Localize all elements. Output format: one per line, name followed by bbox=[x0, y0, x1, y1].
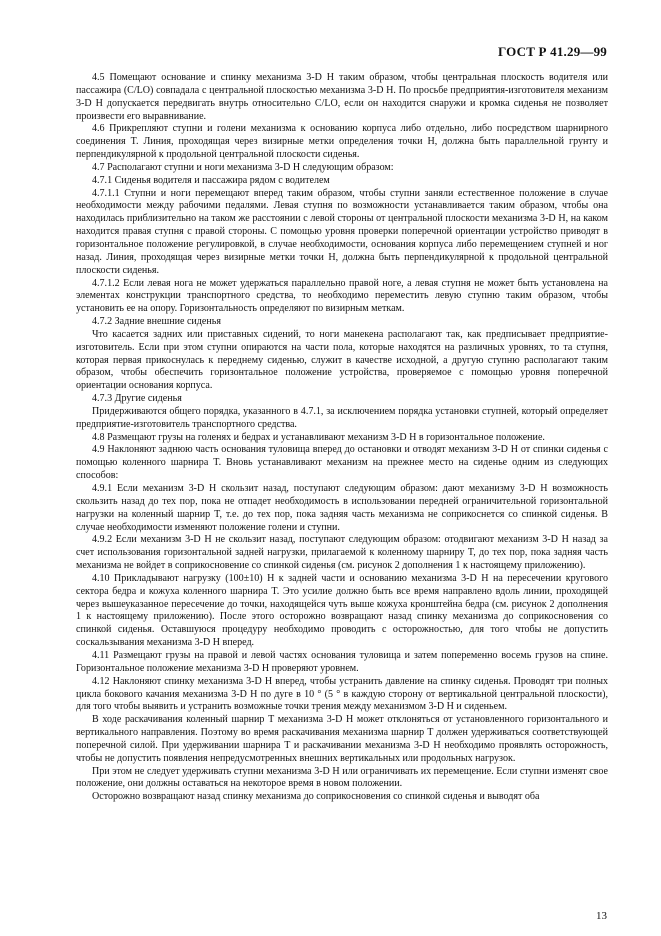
page-number: 13 bbox=[596, 910, 607, 922]
paragraph-4-7-1-1: 4.7.1.1 Ступни и ноги перемещают вперед таким образом, чтобы ступни заняли естественное положение в случае необходимости между рабочими педалями. Левая ступня по возможности устанавливается таким образом, чтобы она находилась приблизительно на таком же расстоянии с левой стороны от центральной плоскости механизма 3-D H, на каком находится правая ступня с правой стороны. С помощью уровня проверки поперечной ориентации устройство приводят в горизонтальное положение регулировкой, в случае необходимости, основания корпуса либо перемещением ступней и ног назад. Линия, проходящая через визирные метки точки H, должна быть перпендикулярной к продольной центральной плоскости сиденья. bbox=[76, 187, 608, 276]
paragraph-rocking: В ходе раскачивания коленный шарнир T механизма 3-D H может отклоняться от установленного горизонтального и вертикального направления. Поэтому во время раскачивания механизма шарнир T должен удерживаться соответствующей поперечной силой. При удерживании шарнира T и раскачивании механизма 3-D H необходимо проявлять осторожность, чтобы не допустить появления непредусмотренных внешних вертикальных или продольных нагрузок. bbox=[76, 714, 608, 764]
document-code-header: ГОСТ Р 41.29—99 bbox=[498, 44, 607, 59]
paragraph-rear-seats: Что касается задних или приставных сидений, то ноги манекена располагают так, как предписывает предприятие-изготовитель. Если при этом ступни опираются на части пола, которые находятся на различных уровнях, то та ступня, которая первая прикоснулась к переднему сиденью, служит в качестве исходной, а другую ступню располагают таким образом, чтобы обеспечить горизонтальное положение устройства, проверяемое с помощью уровня поперечной ориентации основания корпуса. bbox=[76, 328, 608, 392]
paragraph-4-12: 4.12 Наклоняют спинку механизма 3-D H вперед, чтобы устранить давление на спинку сиденья. Проводят три полных цикла бокового качания механизма 3-D H по дуге в 10 ° (5 ° в каждую сторону от вертикальной центральной плоскости), для того чтобы выявить и устранить возможные точки трения между механизмом 3-D H и сиденьем. bbox=[76, 675, 608, 713]
paragraph-4-6: 4.6 Прикрепляют ступни и голени механизма к основанию корпуса либо отдельно, либо посредством шарнирного соединения T. Линия, проходящая через визирные метки определения точки H, должна быть параллельной грунту и перпендикулярной к продольной центральной плоскости сиденья. bbox=[76, 123, 608, 161]
paragraph-4-5: 4.5 Помещают основание и спинку механизма 3-D H таким образом, чтобы центральная плоскость водителя или пассажира (C/LO) совпадала с центральной плоскостью механизма 3-D H. По просьбе предприятия-изготовителя механизм 3-D H допускается передвигать внутрь относительно C/LO, если он находится снаружи и кромка сиденья не позволяет произвести его выравнивание. bbox=[76, 72, 608, 122]
paragraph-4-7-2: 4.7.2 Задние внешние сиденья bbox=[92, 316, 221, 328]
paragraph-4-8: 4.8 Размещают грузы на голенях и бедрах и устанавливают механизм 3-D H в горизонтальное положение. bbox=[92, 431, 545, 443]
paragraph-return-back: Осторожно возвращают назад спинку механизма до соприкосновения со спинкой сиденья и выводят оба bbox=[92, 791, 540, 803]
paragraph-feet: При этом не следует удерживать ступни механизма 3-D H или ограничивать их перемещение. Если ступни изменят свое положение, они должны оставаться на некоторое время в новом положении. bbox=[76, 765, 608, 790]
paragraph-4-7: 4.7 Располагают ступни и ноги механизма 3-D H следующим образом: bbox=[92, 161, 394, 173]
paragraph-4-7-3: 4.7.3 Другие сиденья bbox=[92, 393, 182, 405]
paragraph-4-9-1: 4.9.1 Если механизм 3-D H скользит назад, поступают следующим образом: дают механизму 3-D H возможность скользить назад до тех пор, пока не отпадет необходимость в использовании передней ограничительной горизонтальной нагрузки на коленный шарнир T, т.е. до тех пор, пока задняя часть механизма не соприкоснется со спинкой сиденья. В случае необходимости изменяют положение голени и ступни. bbox=[76, 483, 608, 533]
body-text bbox=[76, 72, 608, 804]
paragraph-other-seats: Придерживаются общего порядка, указанного в 4.7.1, за исключением порядка установки ступней, который определяет предприятие-изготовитель транспортного средства. bbox=[76, 405, 608, 430]
paragraph-4-7-1: 4.7.1 Сиденья водителя и пассажира рядом с водителем bbox=[92, 174, 330, 186]
paragraph-4-9: 4.9 Наклоняют заднюю часть основания туловища вперед до остановки и отводят механизм 3-D H от спинки сиденья с помощью коленного шарнира T. Вновь устанавливают механизм на прежнее место на сиденье одним из следующих способов: bbox=[76, 444, 608, 482]
paragraph-4-11: 4.11 Размещают грузы на правой и левой частях основания туловища и затем попеременно восемь грузов на спине. Горизонтальное положение механизма 3-D H проверяют уровнем. bbox=[76, 649, 608, 674]
paragraph-4-10: 4.10 Прикладывают нагрузку (100±10) Н к задней части и основанию механизма 3-D H на пересечении кругового сектора бедра и кожуха коленного шарнира T. Это усилие должно быть все время направлено вдоль линии, проходящей через вышеуказанное пересечение до точки, находящейся чуть выше кожуха кронштейна бедра (см. рисунок 2 дополнения 1 к настоящему приложению). После этого осторожно возвращают назад спинку механизма до соприкосновения со спинкой сиденья. Оставшуюся процедуру необходимо проводить с осторожностью, для того чтобы не допустить соскальзывания механизма 3-D H вперед. bbox=[76, 572, 608, 649]
paragraph-4-7-1-2: 4.7.1.2 Если левая нога не может удержаться параллельно правой ноге, а левая ступня не может быть установлена на элементах конструкции транспортного средства, то необходимо переместить левую ступню таким образом, чтобы установить ее на опору. Горизонтальность определяют по визирным меткам. bbox=[76, 277, 608, 315]
paragraph-4-9-2: 4.9.2 Если механизм 3-D H не скользит назад, поступают следующим образом: отодвигают механизм 3-D H назад за счет использования горизонтальной задней нагрузки, прилагаемой к коленному шарниру T, до тех пор, пока задняя часть механизма не войдет в соприкосновение со спинкой сиденья (см. рисунок 2 дополнения 1 к настоящему приложению). bbox=[76, 534, 608, 572]
